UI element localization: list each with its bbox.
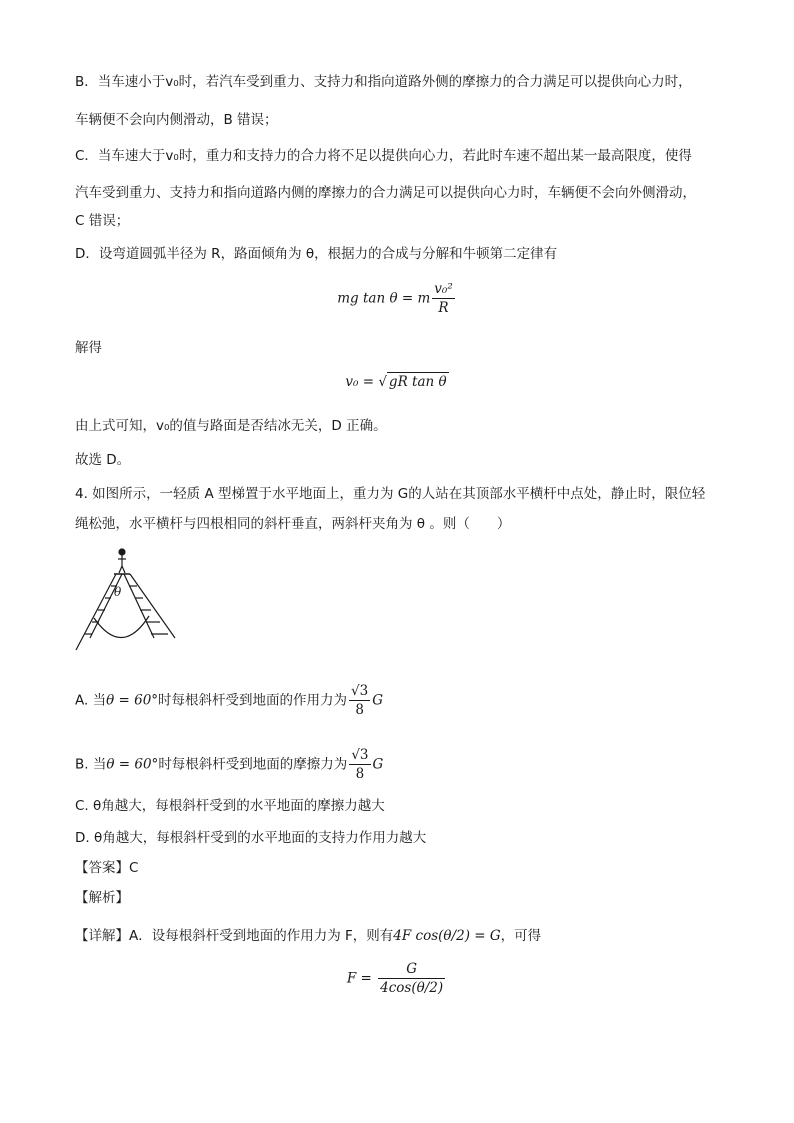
detail-end: ，可得 xyxy=(500,928,542,944)
option-a-condition: θ = 60° xyxy=(106,692,159,709)
person-leg-right xyxy=(122,566,125,573)
equation-1-numerator: v₀² xyxy=(434,281,453,297)
conclusion-line: 由上式可知，v₀的值与路面是否结冰无关，D 正确。 xyxy=(75,418,387,434)
jiede-label: 解得 xyxy=(75,340,102,356)
equation-3-numerator: G xyxy=(378,960,445,979)
answer-line xyxy=(75,858,138,878)
detail-text: A．设每根斜杆受到地面的作用力为 F，则有 xyxy=(129,928,394,944)
left-rail-inner xyxy=(90,574,122,638)
equation-2-radicand: gR tan θ xyxy=(388,374,447,390)
option-a-prefix: A. 当 xyxy=(75,692,107,709)
equation-1-lhs: mg tan θ = m xyxy=(337,290,431,307)
slack-rope xyxy=(94,616,149,638)
option-a-text: 时每根斜杆受到地面的作用力为 xyxy=(158,692,348,709)
detail-equation: 4F cos(θ/2) = G xyxy=(393,928,501,944)
option-c-choice: C. θ角越大，每根斜杆受到的水平地面的摩擦力越大 xyxy=(75,798,385,814)
left-rail-outer xyxy=(76,574,116,650)
option-a-denominator: 8 xyxy=(355,702,364,718)
option-b-line1: B．当车速小于v₀时，若汽车受到重力、支持力和指向道路外侧的摩擦力的合力满足可以提供向心力时， xyxy=(75,74,692,90)
equation-2: v₀ = √ gR tan θ xyxy=(345,374,447,390)
option-b-prefix: B. 当 xyxy=(75,756,107,773)
equation-3-denominator: 4cos(θ/2) xyxy=(380,980,444,996)
equation-3 xyxy=(0,960,794,997)
option-a-g: G xyxy=(372,692,384,709)
option-a xyxy=(75,682,383,719)
answer-value: C xyxy=(129,860,139,876)
equation-2-lhs: v₀ = xyxy=(345,374,379,390)
option-b-denominator: 8 xyxy=(355,766,365,782)
equation-1-fraction xyxy=(432,280,454,317)
person-leg-left xyxy=(119,566,122,573)
option-c-line1: C．当车速大于v₀时，重力和支持力的合力将不足以提供向心力，若此时车速不超出某一最高限度，使得 xyxy=(75,148,692,164)
choose-d-line: 故选 D。 xyxy=(75,452,131,468)
detail-tag: 【详解】 xyxy=(75,928,129,944)
option-b-fraction xyxy=(349,746,370,783)
option-a-numerator: √3 xyxy=(351,683,369,699)
option-b-text: 时每根斜杆受到地面的摩擦力为 xyxy=(158,756,348,773)
theta-label: θ xyxy=(114,585,122,599)
equation-3-fraction xyxy=(378,960,445,997)
option-b-line2: 车辆便不会向内侧滑动，B 错误； xyxy=(75,112,278,128)
detail-line xyxy=(75,926,541,946)
option-d-choice: D. θ角越大，每根斜杆受到的水平地面的支持力作用力越大 xyxy=(75,830,427,846)
equation-3-lhs: F = xyxy=(346,970,377,987)
analysis-tag: 【解析】 xyxy=(75,890,129,906)
option-b-numerator: √3 xyxy=(351,747,369,763)
option-b-choice xyxy=(75,746,383,783)
option-c-line2: 汽车受到重力、支持力和指向道路内侧的摩擦力的合力满足可以提供向心力时，车辆便不会向外侧滑动， xyxy=(75,185,696,201)
option-b-g: G xyxy=(372,756,384,773)
question-4-line1: 4. 如图所示，一轻质 A 型梯置于水平地面上，重力为 G的人站在其顶部水平横杆中点处，静止时，限位轻 xyxy=(75,486,706,502)
person-head xyxy=(119,549,125,555)
option-d-line1: D．设弯道圆弧半径为 R，路面倾角为 θ，根据力的合成与分解和牛顿第二定律有 xyxy=(75,246,558,262)
equation-1 xyxy=(0,280,794,317)
option-a-fraction xyxy=(349,682,370,719)
equation-1-denominator: R xyxy=(438,300,449,316)
a-ladder-figure xyxy=(72,546,182,654)
right-rail-outer xyxy=(130,574,175,638)
option-b-condition: θ = 60° xyxy=(106,756,159,773)
question-4-line2: 绳松弛，水平横杆与四根相同的斜杆垂直，两斜杆夹角为 θ 。则（ ） xyxy=(75,516,511,532)
option-c-line3: C 错误； xyxy=(75,213,130,229)
answer-tag: 【答案】 xyxy=(75,860,129,876)
